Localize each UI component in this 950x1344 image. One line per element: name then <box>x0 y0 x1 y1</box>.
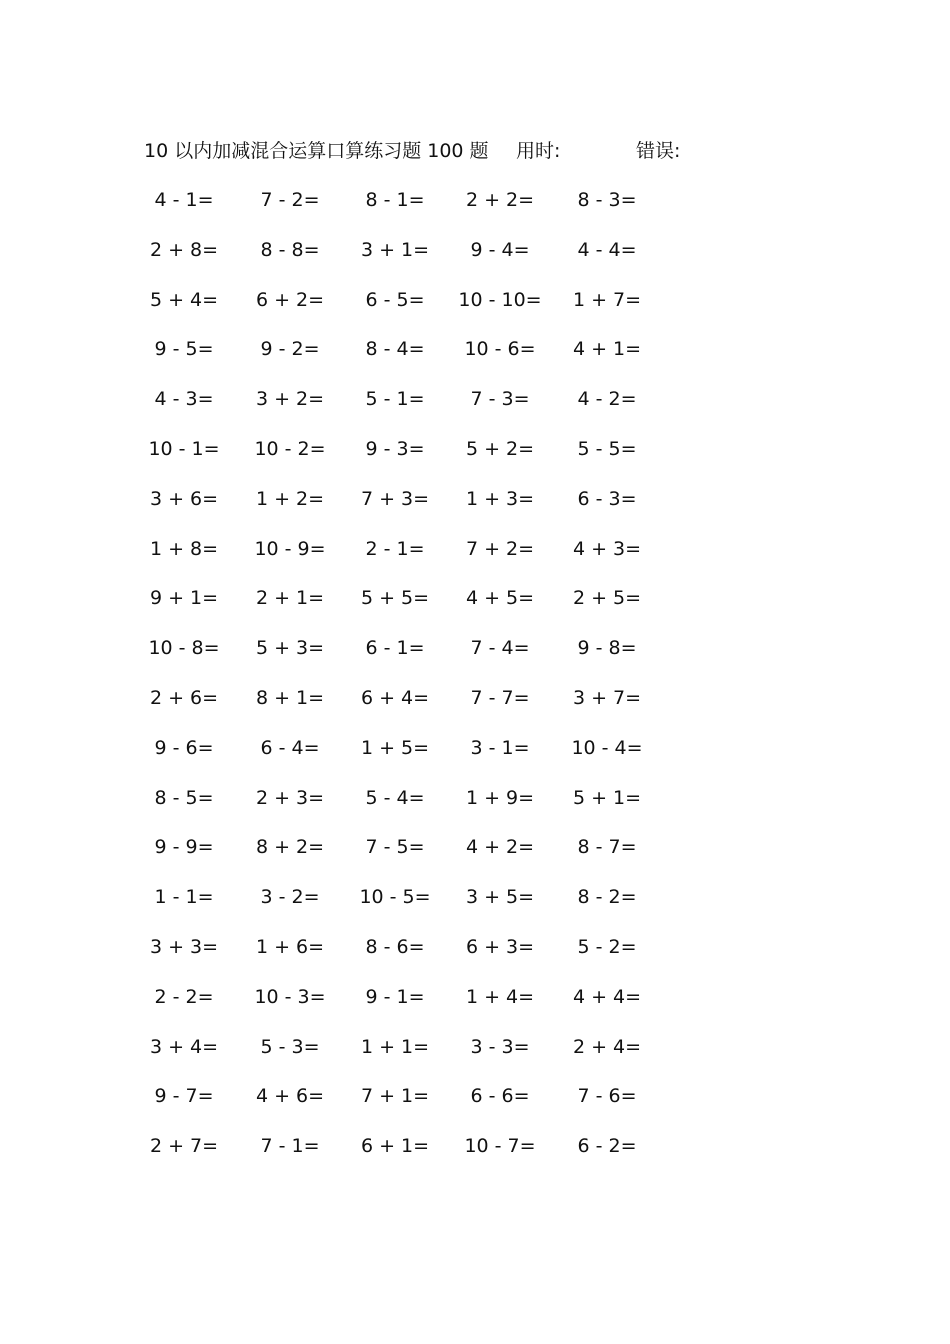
math-problem: 7 - 4= <box>470 637 530 660</box>
math-problem: 8 - 8= <box>260 238 320 261</box>
math-problem: 5 - 5= <box>577 438 637 460</box>
math-problem: 1 - 1= <box>154 886 214 909</box>
math-problem: 9 + 1= <box>149 587 219 610</box>
math-problem: 7 + 3= <box>360 487 430 510</box>
math-problem: 4 + 2= <box>465 836 535 859</box>
math-problem: 8 - 3= <box>577 189 637 211</box>
math-problem: 2 + 2= <box>465 189 535 211</box>
math-problem: 8 + 1= <box>255 687 325 709</box>
math-problem: 4 + 5= <box>465 587 535 610</box>
math-problem: 7 + 2= <box>465 537 535 560</box>
math-problem: 4 - 3= <box>154 388 214 411</box>
math-problem: 8 - 6= <box>365 936 425 958</box>
math-problem: 8 - 7= <box>577 836 637 859</box>
math-problem: 10 - 9= <box>254 537 326 560</box>
math-problem: 9 - 4= <box>470 238 530 261</box>
math-problem: 4 - 4= <box>577 238 637 261</box>
math-problem: 5 + 1= <box>572 786 642 809</box>
math-problem: 6 - 4= <box>260 736 320 759</box>
math-problem: 2 + 7= <box>149 1135 219 1158</box>
math-problem: 6 + 1= <box>360 1135 430 1158</box>
math-problem: 7 - 7= <box>470 687 530 709</box>
math-problem: 1 + 9= <box>465 786 535 809</box>
math-problem: 1 + 6= <box>255 936 325 958</box>
math-problem: 6 - 1= <box>365 637 425 660</box>
math-problem: 6 + 4= <box>360 687 430 709</box>
math-problem: 10 - 8= <box>148 637 220 660</box>
math-problem: 5 - 4= <box>365 786 425 809</box>
math-problem: 1 + 4= <box>465 985 535 1008</box>
errors-label: 错误: <box>636 140 681 162</box>
math-problem: 4 + 4= <box>572 985 642 1008</box>
math-problem: 5 + 2= <box>465 438 535 460</box>
math-problem: 9 - 3= <box>365 438 425 460</box>
math-problem: 5 + 4= <box>149 288 219 311</box>
math-problem: 3 - 2= <box>260 886 320 909</box>
math-problem: 10 - 1= <box>148 438 220 460</box>
math-problem: 3 + 3= <box>149 936 219 958</box>
math-problem: 9 - 2= <box>260 338 320 361</box>
math-problem: 5 + 3= <box>255 637 325 660</box>
math-problem: 10 - 3= <box>254 985 326 1008</box>
math-problem: 10 - 7= <box>464 1135 536 1158</box>
math-problem: 7 - 2= <box>260 189 320 211</box>
math-problem: 3 - 1= <box>470 736 530 759</box>
math-problem: 5 - 2= <box>577 936 637 958</box>
math-problem: 2 - 2= <box>154 985 214 1008</box>
math-problem: 7 - 3= <box>470 388 530 411</box>
math-problem: 4 + 1= <box>572 338 642 361</box>
math-problem: 2 + 1= <box>255 587 325 610</box>
math-problem: 2 + 3= <box>255 786 325 809</box>
math-problem: 9 - 1= <box>365 985 425 1008</box>
math-problem: 8 + 2= <box>255 836 325 859</box>
math-problem: 3 + 6= <box>149 487 219 510</box>
math-problem: 1 + 3= <box>465 487 535 510</box>
math-problem: 7 + 1= <box>360 1085 430 1108</box>
math-problem: 9 - 6= <box>154 736 214 759</box>
math-problem: 6 - 5= <box>365 288 425 311</box>
math-problem: 6 - 3= <box>577 487 637 510</box>
math-problem: 10 - 10= <box>458 288 542 311</box>
math-problem: 4 - 1= <box>154 189 214 211</box>
math-problem: 5 - 1= <box>365 388 425 411</box>
math-problem: 10 - 5= <box>359 886 431 909</box>
math-problem: 7 - 1= <box>260 1135 320 1158</box>
math-problem: 1 + 2= <box>255 487 325 510</box>
math-problem: 9 - 7= <box>154 1085 214 1108</box>
math-problem: 10 - 6= <box>464 338 536 361</box>
math-problem: 5 - 3= <box>260 1035 320 1058</box>
math-problem: 1 + 7= <box>572 288 642 311</box>
worksheet-title: 10 以内加减混合运算口算练习题 100 题 <box>144 140 489 162</box>
math-problem: 7 - 6= <box>577 1085 637 1108</box>
math-problem: 3 + 2= <box>255 388 325 411</box>
math-problem: 2 + 6= <box>149 687 219 709</box>
math-problem: 8 - 4= <box>365 338 425 361</box>
math-problem: 1 + 5= <box>360 736 430 759</box>
time-label: 用时: <box>516 140 561 162</box>
math-problem: 1 + 1= <box>360 1035 430 1058</box>
math-problem: 3 + 4= <box>149 1035 219 1058</box>
math-problem: 4 + 3= <box>572 537 642 560</box>
math-problem: 7 - 5= <box>365 836 425 859</box>
math-problem: 9 - 9= <box>154 836 214 859</box>
math-problem: 4 + 6= <box>255 1085 325 1108</box>
math-problem: 2 + 4= <box>572 1035 642 1058</box>
math-problem: 10 - 2= <box>254 438 326 460</box>
math-problem: 6 + 2= <box>255 288 325 311</box>
math-problem: 6 + 3= <box>465 936 535 958</box>
math-problem: 10 - 4= <box>571 736 643 759</box>
math-problem: 3 + 5= <box>465 886 535 909</box>
math-problem: 2 + 5= <box>572 587 642 610</box>
math-problem: 6 - 2= <box>577 1135 637 1158</box>
math-problem: 3 + 1= <box>360 238 430 261</box>
math-problem: 3 + 7= <box>572 687 642 709</box>
math-problem: 8 - 2= <box>577 886 637 909</box>
math-problem: 2 - 1= <box>365 537 425 560</box>
math-problem: 5 + 5= <box>360 587 430 610</box>
math-problem: 4 - 2= <box>577 388 637 411</box>
math-problem: 8 - 1= <box>365 189 425 211</box>
math-problem: 2 + 8= <box>149 238 219 261</box>
math-problem: 9 - 5= <box>154 338 214 361</box>
math-problem: 9 - 8= <box>577 637 637 660</box>
math-problem: 6 - 6= <box>470 1085 530 1108</box>
math-problem: 1 + 8= <box>149 537 219 560</box>
math-problem: 8 - 5= <box>154 786 214 809</box>
math-problem: 3 - 3= <box>470 1035 530 1058</box>
